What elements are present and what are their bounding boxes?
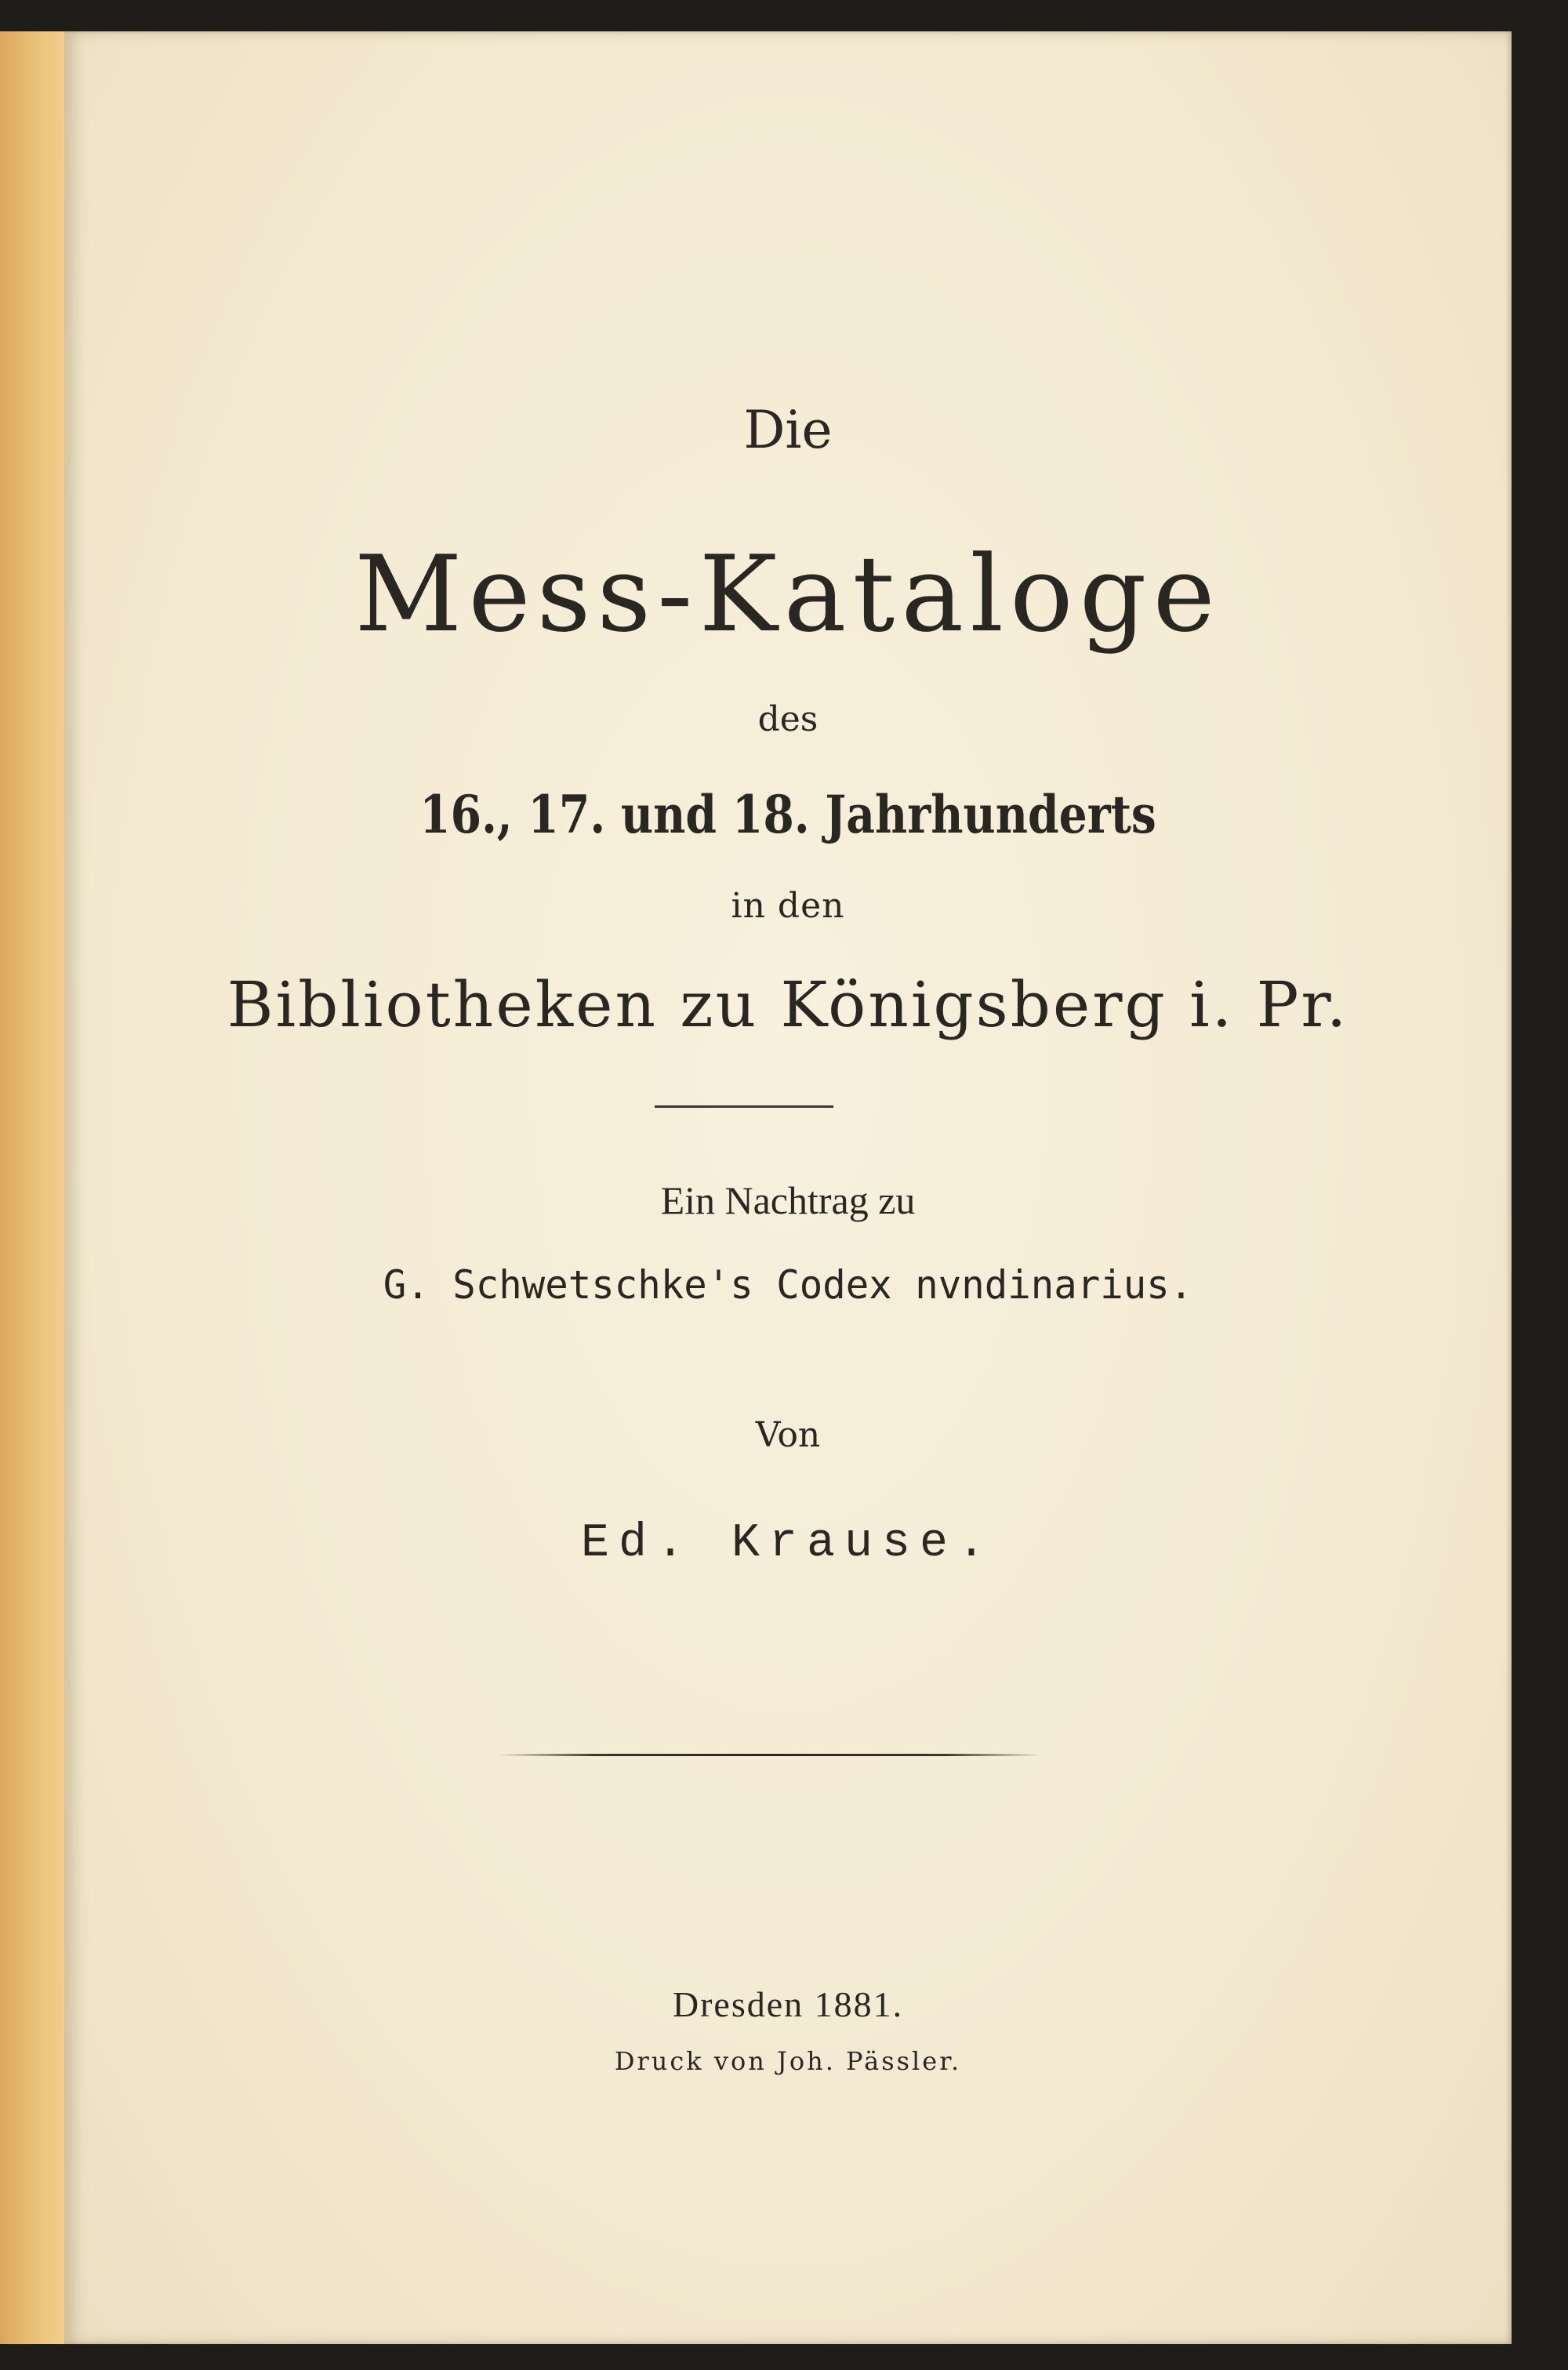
title-page — [64, 31, 1512, 2344]
supplement-note: Ein Nachtrag zu — [660, 1178, 916, 1222]
main-title: Mess-Kataloge — [354, 533, 1221, 655]
author-name: Ed. Krause. — [580, 1517, 996, 1570]
title-connector-in-den: in den — [731, 886, 845, 926]
imprint-place-year: Dresden 1881. — [672, 1984, 904, 2024]
short-divider — [655, 1105, 833, 1108]
subtitle-centuries: 16., 17. und 18. Jahrhunderts — [419, 784, 1156, 845]
author-prefix: Von — [755, 1415, 821, 1455]
codex-reference: G. Schwetschke's Codex nvndinarius. — [383, 1262, 1193, 1308]
title-prefix: Die — [743, 400, 833, 460]
long-divider — [498, 1754, 1042, 1756]
book-edge — [0, 31, 64, 2344]
title-connector-des: des — [757, 699, 818, 739]
imprint-printer: Druck von Joh. Pässler. — [614, 2046, 962, 2076]
subtitle-libraries: Bibliotheken zu Königsberg i. Pr. — [227, 968, 1349, 1041]
